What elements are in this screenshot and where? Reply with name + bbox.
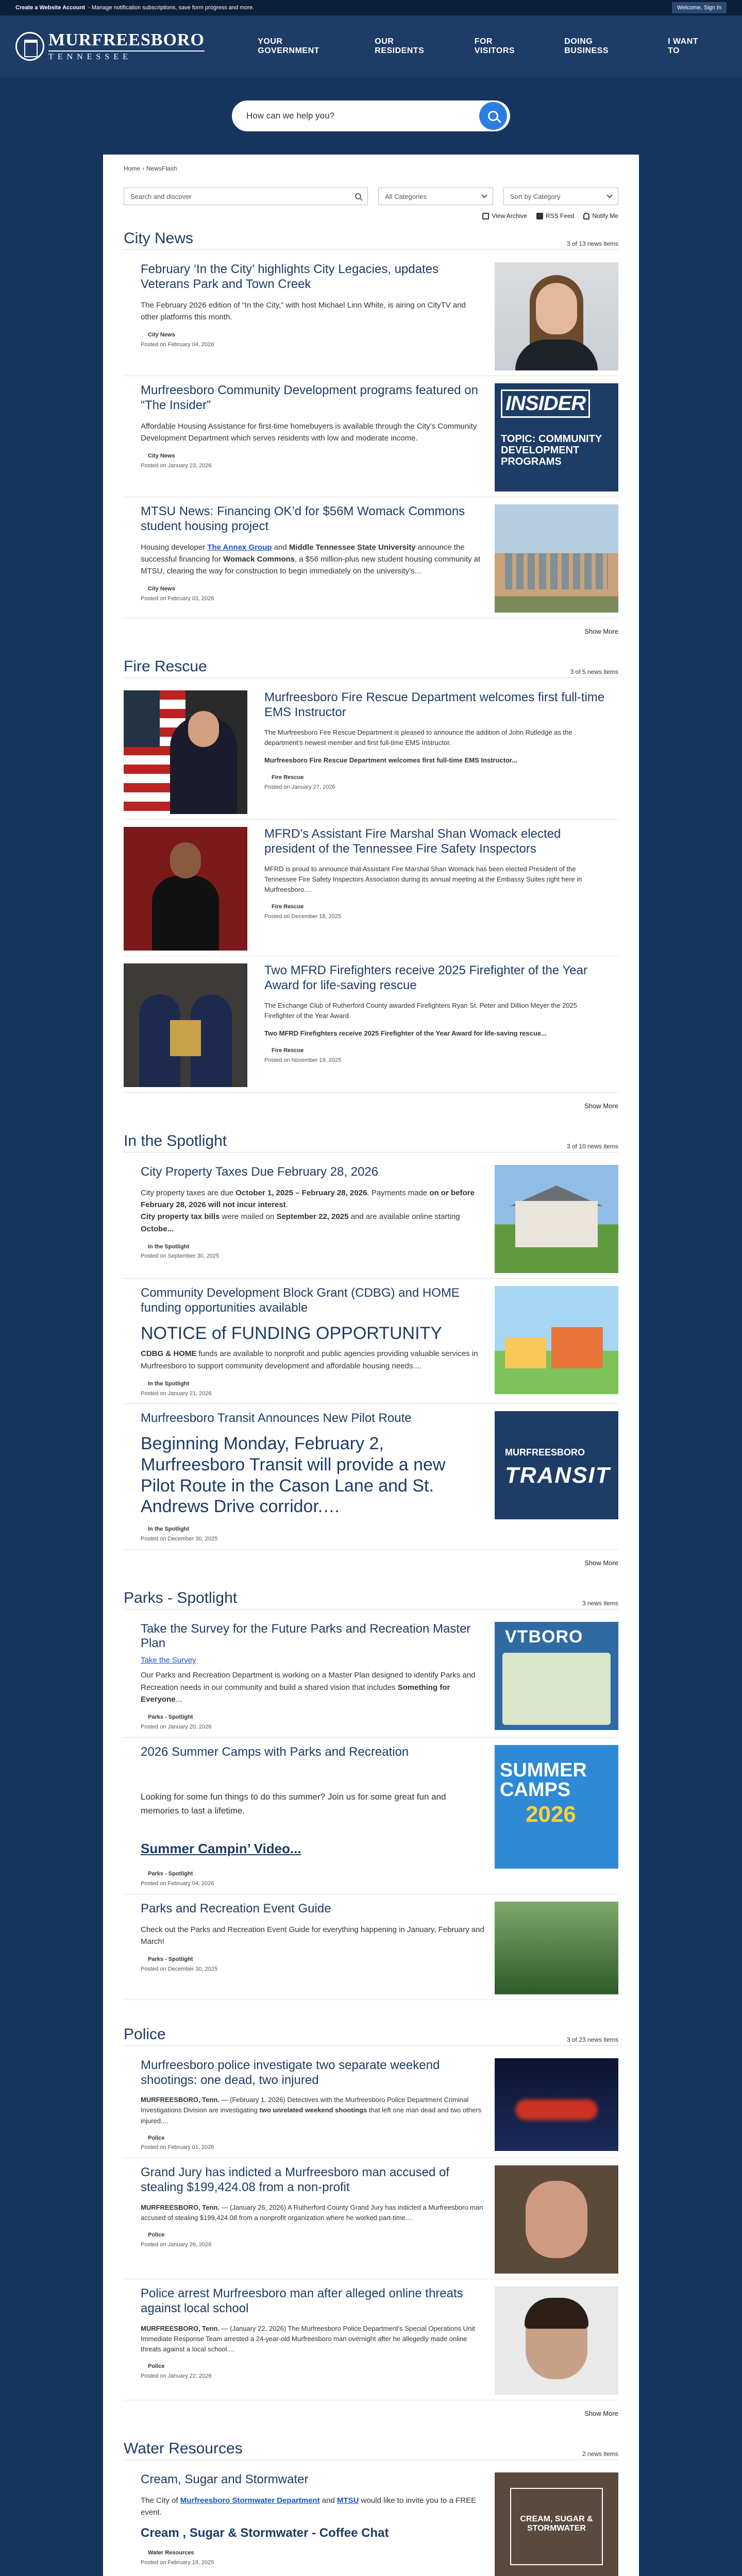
text-run: ... — [175, 1694, 182, 1704]
text-run: and — [272, 543, 289, 552]
breadcrumb: Home › NewsFlash — [124, 165, 177, 172]
news-content — [103, 155, 639, 2576]
news-item-image[interactable] — [495, 1286, 618, 1394]
section-parks-spotlight — [124, 1589, 618, 2000]
camp-image-title: SUMMER CAMPS — [500, 1759, 587, 1801]
news-item-title[interactable]: Cream, Sugar and Stormwater — [141, 2472, 309, 2487]
news-item-image[interactable] — [495, 2286, 618, 2395]
news-item-date: Posted on February 04, 2026 — [141, 1880, 214, 1887]
news-item-title[interactable]: MFRD’s Assistant Fire Marshal Shan Womack elected president of the Tennessee Fire Safety Inspectors — [264, 827, 561, 856]
news-item — [124, 497, 618, 618]
annex-group-link[interactable]: The Annex Group — [207, 543, 272, 552]
news-item-title[interactable]: Parks and Recreation Event Guide — [141, 1901, 331, 1916]
news-item — [124, 1615, 618, 1738]
news-item — [124, 956, 618, 1093]
news-item-category: In the Spotlight — [148, 1526, 190, 1533]
section-in-the-spotlight — [124, 1132, 618, 1579]
news-item-image[interactable] — [124, 690, 247, 814]
text-bold: MURFREESBORO, Tenn. — [141, 2096, 220, 2104]
chevron-down-icon — [606, 192, 612, 198]
news-item-title[interactable]: Murfreesboro Transit Announces New Pilot Route — [141, 1411, 412, 1426]
news-item — [124, 1158, 618, 1279]
account-promo-title[interactable]: Create a Website Account — [15, 5, 86, 11]
news-item-category: City News — [148, 332, 175, 338]
news-item-image[interactable] — [495, 383, 618, 492]
news-item-image[interactable] — [495, 262, 618, 370]
news-item-text — [141, 2095, 484, 2126]
news-item-category: In the Spotlight — [148, 1380, 190, 1387]
text-run: Housing developer — [141, 543, 208, 552]
take-survey-link[interactable]: Take the Survey — [141, 1656, 196, 1665]
search-icon — [355, 193, 361, 199]
news-item-date: Posted on December 30, 2025 — [141, 1535, 218, 1542]
news-item-date: Posted on January 21, 2026 — [141, 1390, 212, 1397]
news-item-category: City News — [148, 453, 175, 460]
news-search-field[interactable] — [124, 188, 368, 205]
news-item-summary: Two MFRD Firefighters receive 2025 Firefighter of the Year Award for life-saving rescue... — [264, 1029, 547, 1037]
news-item-text — [141, 2495, 484, 2519]
news-item-date: Posted on February 19, 2025 — [141, 2560, 214, 2566]
news-item-image[interactable] — [495, 1622, 618, 1730]
section-title: Police — [124, 2025, 166, 2043]
text-run: . Payments made — [367, 1188, 430, 1197]
news-item-date: Posted on February 03, 2026 — [141, 596, 214, 602]
news-item — [124, 2051, 618, 2158]
text-run: . — [285, 1200, 288, 1210]
news-item-date: Posted on November 19, 2025 — [264, 1057, 342, 1063]
news-item — [124, 2158, 618, 2279]
insider-topic: TOPIC: COMMUNITY DEVELOPMENT PROGRAMS — [501, 433, 602, 467]
news-item-title[interactable]: Police arrest Murfreesboro man after alleged online threats against local school — [141, 2286, 463, 2315]
text-bold: on or before February 28, 2026 will not incur interest — [141, 1188, 475, 1210]
news-item-title[interactable]: Grand Jury has indicted a Murfreesboro man accused of stealing $199,424.08 from a non-profit — [141, 2165, 449, 2194]
notify-me-label: Notify Me — [592, 212, 618, 219]
notify-me-link[interactable] — [583, 212, 618, 219]
news-item-text: The February 2026 edition of “In the City,” with host Michael Linn White, is airing on CityTV and other platforms this month. — [141, 300, 466, 321]
hero-search — [0, 77, 742, 155]
news-filters — [124, 188, 618, 205]
chevron-down-icon — [481, 192, 487, 198]
news-item-date: Posted on September 30, 2025 — [141, 1253, 220, 1260]
news-item-image[interactable] — [124, 827, 247, 951]
news-item-date: Posted on January 22, 2026 — [141, 2372, 212, 2379]
category-select-value: All Categories — [385, 192, 427, 200]
news-item-title[interactable]: Two MFRD Firefighters receive 2025 Firefighter of the Year Award for life-saving rescue — [264, 963, 587, 992]
logo-state-name: TENNESSEE — [48, 50, 205, 61]
news-item-category: Parks - Spotlight — [148, 1956, 193, 1963]
section-title: Parks - Spotlight — [124, 1589, 238, 1606]
text-run: The City of — [141, 2496, 180, 2505]
breadcrumb-home[interactable]: Home — [124, 165, 141, 172]
news-item-text — [141, 541, 484, 578]
section-count: 2 news items — [582, 2450, 618, 2458]
text-run: Our Parks and Recreation Department is working on a Master Plan designed to identify Parks and Recreation needs in our community and build a shared vision that includes — [141, 1671, 476, 1692]
nav-doing-business[interactable]: DOING BUSINESS — [564, 37, 609, 55]
news-item-title[interactable]: City Property Taxes Due February 28, 2026 — [141, 1165, 379, 1179]
text-run: — (February 1, 2026) Detectives with the Murfreesboro Police Department Criminal Investigations Division are investigating — [141, 2096, 469, 2114]
news-item-category: Parks - Spotlight — [148, 1714, 193, 1721]
site-search — [232, 100, 510, 131]
text-run: were mailed on — [220, 1212, 277, 1222]
sort-select-value: Sort by Category — [510, 192, 561, 200]
rss-icon — [536, 213, 543, 219]
news-item-date: Posted on December 30, 2025 — [141, 1965, 218, 1972]
bell-icon — [583, 213, 589, 219]
section-count: 3 news items — [582, 1599, 618, 1607]
news-item-title[interactable]: MTSU News: Financing OK’d for $56M Womack Commons student housing project — [141, 504, 465, 533]
news-item-category: Police — [148, 2134, 165, 2141]
top-bar — [0, 0, 742, 15]
text-run: funds are available to nonprofit and public agencies providing valuable services in Murfreesboro to support community development and affordable housing needs.... — [141, 1349, 478, 1370]
news-item — [124, 1404, 618, 1549]
news-item-date: Posted on January 23, 2026 — [141, 462, 212, 469]
text-bold: MURFREESBORO, Tenn. — [141, 2324, 220, 2332]
text-bold: City property tax bills — [141, 1212, 220, 1222]
section-title: Water Resources — [124, 2440, 243, 2458]
news-item-text — [141, 1669, 484, 1705]
news-item-category: City News — [148, 586, 175, 592]
news-item-title[interactable]: Murfreesboro Fire Rescue Department welcomes first full-time EMS Instructor — [264, 690, 605, 719]
news-item-date: Posted on January 27, 2026 — [264, 784, 335, 790]
show-more-button[interactable]: Show More — [584, 2410, 618, 2418]
section-water-resources — [124, 2440, 618, 2576]
section-police — [124, 2026, 618, 2430]
stormwater-department-link[interactable]: Murfreesboro Stormwater Department — [180, 2496, 320, 2505]
news-item-image[interactable] — [495, 1411, 618, 1519]
news-item-date: Posted on December 18, 2025 — [264, 913, 342, 920]
news-item-image[interactable] — [495, 2472, 618, 2576]
news-item-title[interactable]: Murfreesboro police investigate two separate weekend shootings: one dead, two injured — [141, 2058, 440, 2087]
news-item-text: Affordable Housing Assistance for first-time homebuyers is available through the City’s Community Development Department which serves residents with low and moderate income. — [141, 421, 477, 443]
news-item-category: Water Resources — [148, 2550, 194, 2556]
archive-icon — [482, 213, 489, 219]
news-item-title[interactable]: Community Development Block Grant (CDBG) and HOME funding opportunities available — [141, 1286, 460, 1315]
news-item — [124, 820, 618, 956]
insider-logo: INSIDER — [501, 389, 590, 418]
text-run: announce the successful financing for — [141, 543, 465, 564]
sign-in-button[interactable]: Welcome, Sign In — [672, 2, 727, 13]
logo-city-name: MURFREESBORO — [48, 30, 205, 49]
text-bold: October 1, 2025 – February 28, 2026 — [235, 1188, 367, 1197]
main-nav — [242, 37, 727, 56]
transit-image-label: MURFREESBORO — [505, 1447, 585, 1458]
text-bold: September 22, 2025 — [276, 1212, 349, 1222]
news-item-category: Fire Rescue — [272, 904, 304, 910]
news-item-text: Looking for some fun things to do this summer? Join us for some great fun and memories to last a lifetime. — [141, 1792, 446, 1816]
section-title: In the Spotlight — [124, 1132, 227, 1149]
news-item-headline: Cream , Sugar & Stormwater - Coffee Chat — [141, 2526, 389, 2540]
news-item-category: Fire Rescue — [272, 774, 304, 781]
text-bold: two unrelated weekend shootings — [259, 2106, 367, 2114]
news-item — [124, 376, 618, 497]
news-item-category: Police — [148, 2363, 165, 2370]
news-item-text — [141, 1187, 484, 1235]
news-item — [124, 255, 618, 376]
news-item — [124, 683, 618, 820]
news-item-category: In the Spotlight — [148, 1243, 190, 1250]
section-count: 3 of 23 news items — [566, 2036, 618, 2043]
show-more-button[interactable]: Show More — [584, 1558, 618, 1567]
news-item-category: Police — [148, 2232, 165, 2239]
news-item-image[interactable] — [495, 1902, 618, 1994]
mtsu-link[interactable]: MTSU — [336, 2496, 359, 2505]
text-bold: CDBG & HOME — [141, 1349, 197, 1359]
coffee-chat-image-text: CREAM, SUGAR & STORMWATER — [510, 2488, 603, 2565]
summer-video-link[interactable]: Summer Campin’ Video... — [141, 1841, 301, 1857]
news-item-date: Posted on February 04, 2026 — [141, 341, 214, 348]
site-search-input[interactable] — [246, 111, 479, 121]
news-item-image[interactable] — [495, 504, 618, 613]
news-item-category: Parks - Spotlight — [148, 1871, 193, 1877]
news-item-text — [141, 2202, 484, 2223]
news-item-text: The Exchange Club of Rutherford County awarded Firefighters Ryan St. Peter and Dillion Meyer the 2025 Firefighter of the Year Award — [264, 1001, 577, 1020]
news-item-text: MFRD is proud to announce that Assistant Fire Marshal Shan Womack has been elected President of the Tennessee Fire Safety Inspectors Association during its annual meeting at the Embassy Suites right here in Murfreesboro.... — [264, 865, 582, 893]
news-actions — [124, 212, 618, 219]
nav-i-want-to[interactable]: I WANT TO — [668, 37, 699, 55]
account-promo-text: - Manage notification subscriptions, save form progress and more. — [88, 5, 255, 11]
news-item-text — [141, 2324, 484, 2354]
news-item-date: Posted on January 26, 2026 — [141, 2241, 212, 2248]
text-run: and — [319, 2496, 337, 2505]
text-bold: Middle Tennessee State University — [289, 543, 416, 552]
nav-for-visitors[interactable]: FOR VISITORS — [474, 37, 515, 55]
category-select[interactable] — [378, 188, 493, 205]
news-item-text: Check out the Parks and Recreation Event Guide for everything happening in January, February and March! — [141, 1925, 484, 1946]
text-bold: MURFREESBORO, Tenn. — [141, 2203, 220, 2211]
view-archive-label: View Archive — [492, 212, 527, 219]
camp-image-year: 2026 — [526, 1801, 576, 1827]
account-promo[interactable] — [15, 5, 254, 11]
news-item-headline: NOTICE of FUNDING OPPORTUNITY — [141, 1323, 442, 1343]
news-item-summary: Murfreesboro Fire Rescue Department welcomes first full-time EMS Instructor... — [264, 756, 518, 764]
sort-select[interactable] — [503, 188, 618, 205]
show-more-button[interactable]: Show More — [584, 1102, 618, 1110]
news-item — [124, 1894, 618, 2000]
text-bold: Octobe... — [141, 1224, 174, 1233]
section-fire-rescue — [124, 658, 618, 1122]
news-item — [124, 2465, 618, 2576]
news-item-image[interactable] — [124, 963, 247, 1087]
nav-your-government[interactable]: YOUR GOVERNMENT — [258, 37, 319, 55]
news-item — [124, 2279, 618, 2400]
news-item-headline: Beginning Monday, February 2, Murfreesboro Transit will provide a new Pilot Route in the Cason Lane and St. Andrews Drive corridor.… — [141, 1434, 446, 1517]
news-item-image[interactable] — [495, 1165, 618, 1273]
news-item — [124, 1279, 618, 1404]
news-item-title[interactable]: Murfreesboro Community Development programs featured on “The Insider” — [141, 383, 478, 412]
transit-image-title: TRANSIT — [505, 1463, 611, 1488]
news-item-title[interactable]: Take the Survey for the Future Parks and Recreation Master Plan — [141, 1621, 471, 1651]
section-city-news — [124, 230, 618, 648]
text-bold: Something for Everyone — [141, 1683, 450, 1704]
rss-feed-link[interactable] — [536, 212, 574, 219]
news-item-date: Posted on January 20, 2026 — [141, 1723, 212, 1730]
city-seal-icon — [15, 32, 44, 61]
search-icon — [488, 111, 498, 121]
view-archive-link[interactable] — [482, 212, 527, 219]
text-run: that left one man dead and two others injured.... — [141, 2106, 482, 2125]
news-item-image[interactable] — [495, 2165, 618, 2274]
news-item-text — [141, 1348, 484, 1372]
breadcrumb-newsflash[interactable]: NewsFlash — [146, 165, 177, 172]
rss-feed-label: RSS Feed — [545, 212, 575, 219]
section-title: City News — [124, 230, 194, 247]
site-search-button[interactable] — [479, 102, 507, 130]
section-count: 3 of 5 news items — [570, 668, 618, 675]
news-item-title[interactable]: 2026 Summer Camps with Parks and Recreation — [141, 1744, 409, 1759]
text-run: , a $56 million-plus new student housing community at MTSU, clearing the way for construction to begin immediately on the university’s... — [141, 554, 481, 576]
section-count: 3 of 13 news items — [566, 240, 618, 247]
news-item-category: Fire Rescue — [272, 1047, 304, 1054]
news-item-text: The Murfreesboro Fire Rescue Department is pleased to announce the addition of John Rutledge as the department’s newest member and first full-time EMS Instructor. — [264, 728, 572, 747]
text-bold: Womack Commons — [223, 554, 295, 564]
text-run: — (January 22, 2026) The Murfreesboro Police Department’s Special Operations Unit Immediate Response Team arrested a 24-year-old Murfreesboro man overnight after he allegedly made online threats against a local school.... — [141, 2324, 475, 2353]
text-run: — (January 26, 2026) A Rutherford County Grand Jury has indicted a Murfreesboro man accused of stealing $199,424.08 from a nonprofit organization where he worked part-time.... — [141, 2203, 483, 2222]
news-search-placeholder: Search and discover — [130, 192, 192, 200]
section-title: Fire Rescue — [124, 658, 207, 675]
news-item-image[interactable] — [495, 1745, 618, 1869]
news-item — [124, 1738, 618, 1894]
site-logo[interactable] — [15, 31, 227, 61]
text-run: and are available online starting — [348, 1212, 460, 1222]
news-item-date: Posted on February 01, 2026 — [141, 2144, 214, 2151]
vtboro-image-title: VTBORO — [505, 1626, 583, 1647]
section-count: 3 of 10 news items — [566, 1143, 618, 1150]
text-run: City property taxes are due — [141, 1188, 236, 1197]
news-item-title[interactable]: February ‘In the City’ highlights City Legacies, updates Veterans Park and Town Creek — [141, 262, 439, 291]
show-more-button[interactable]: Show More — [584, 628, 618, 635]
news-item-image[interactable] — [495, 2058, 618, 2151]
nav-our-residents[interactable]: OUR RESIDENTS — [375, 37, 425, 55]
text-run: would like to invite you to a FREE event. — [141, 2496, 477, 2517]
site-header — [0, 15, 742, 77]
